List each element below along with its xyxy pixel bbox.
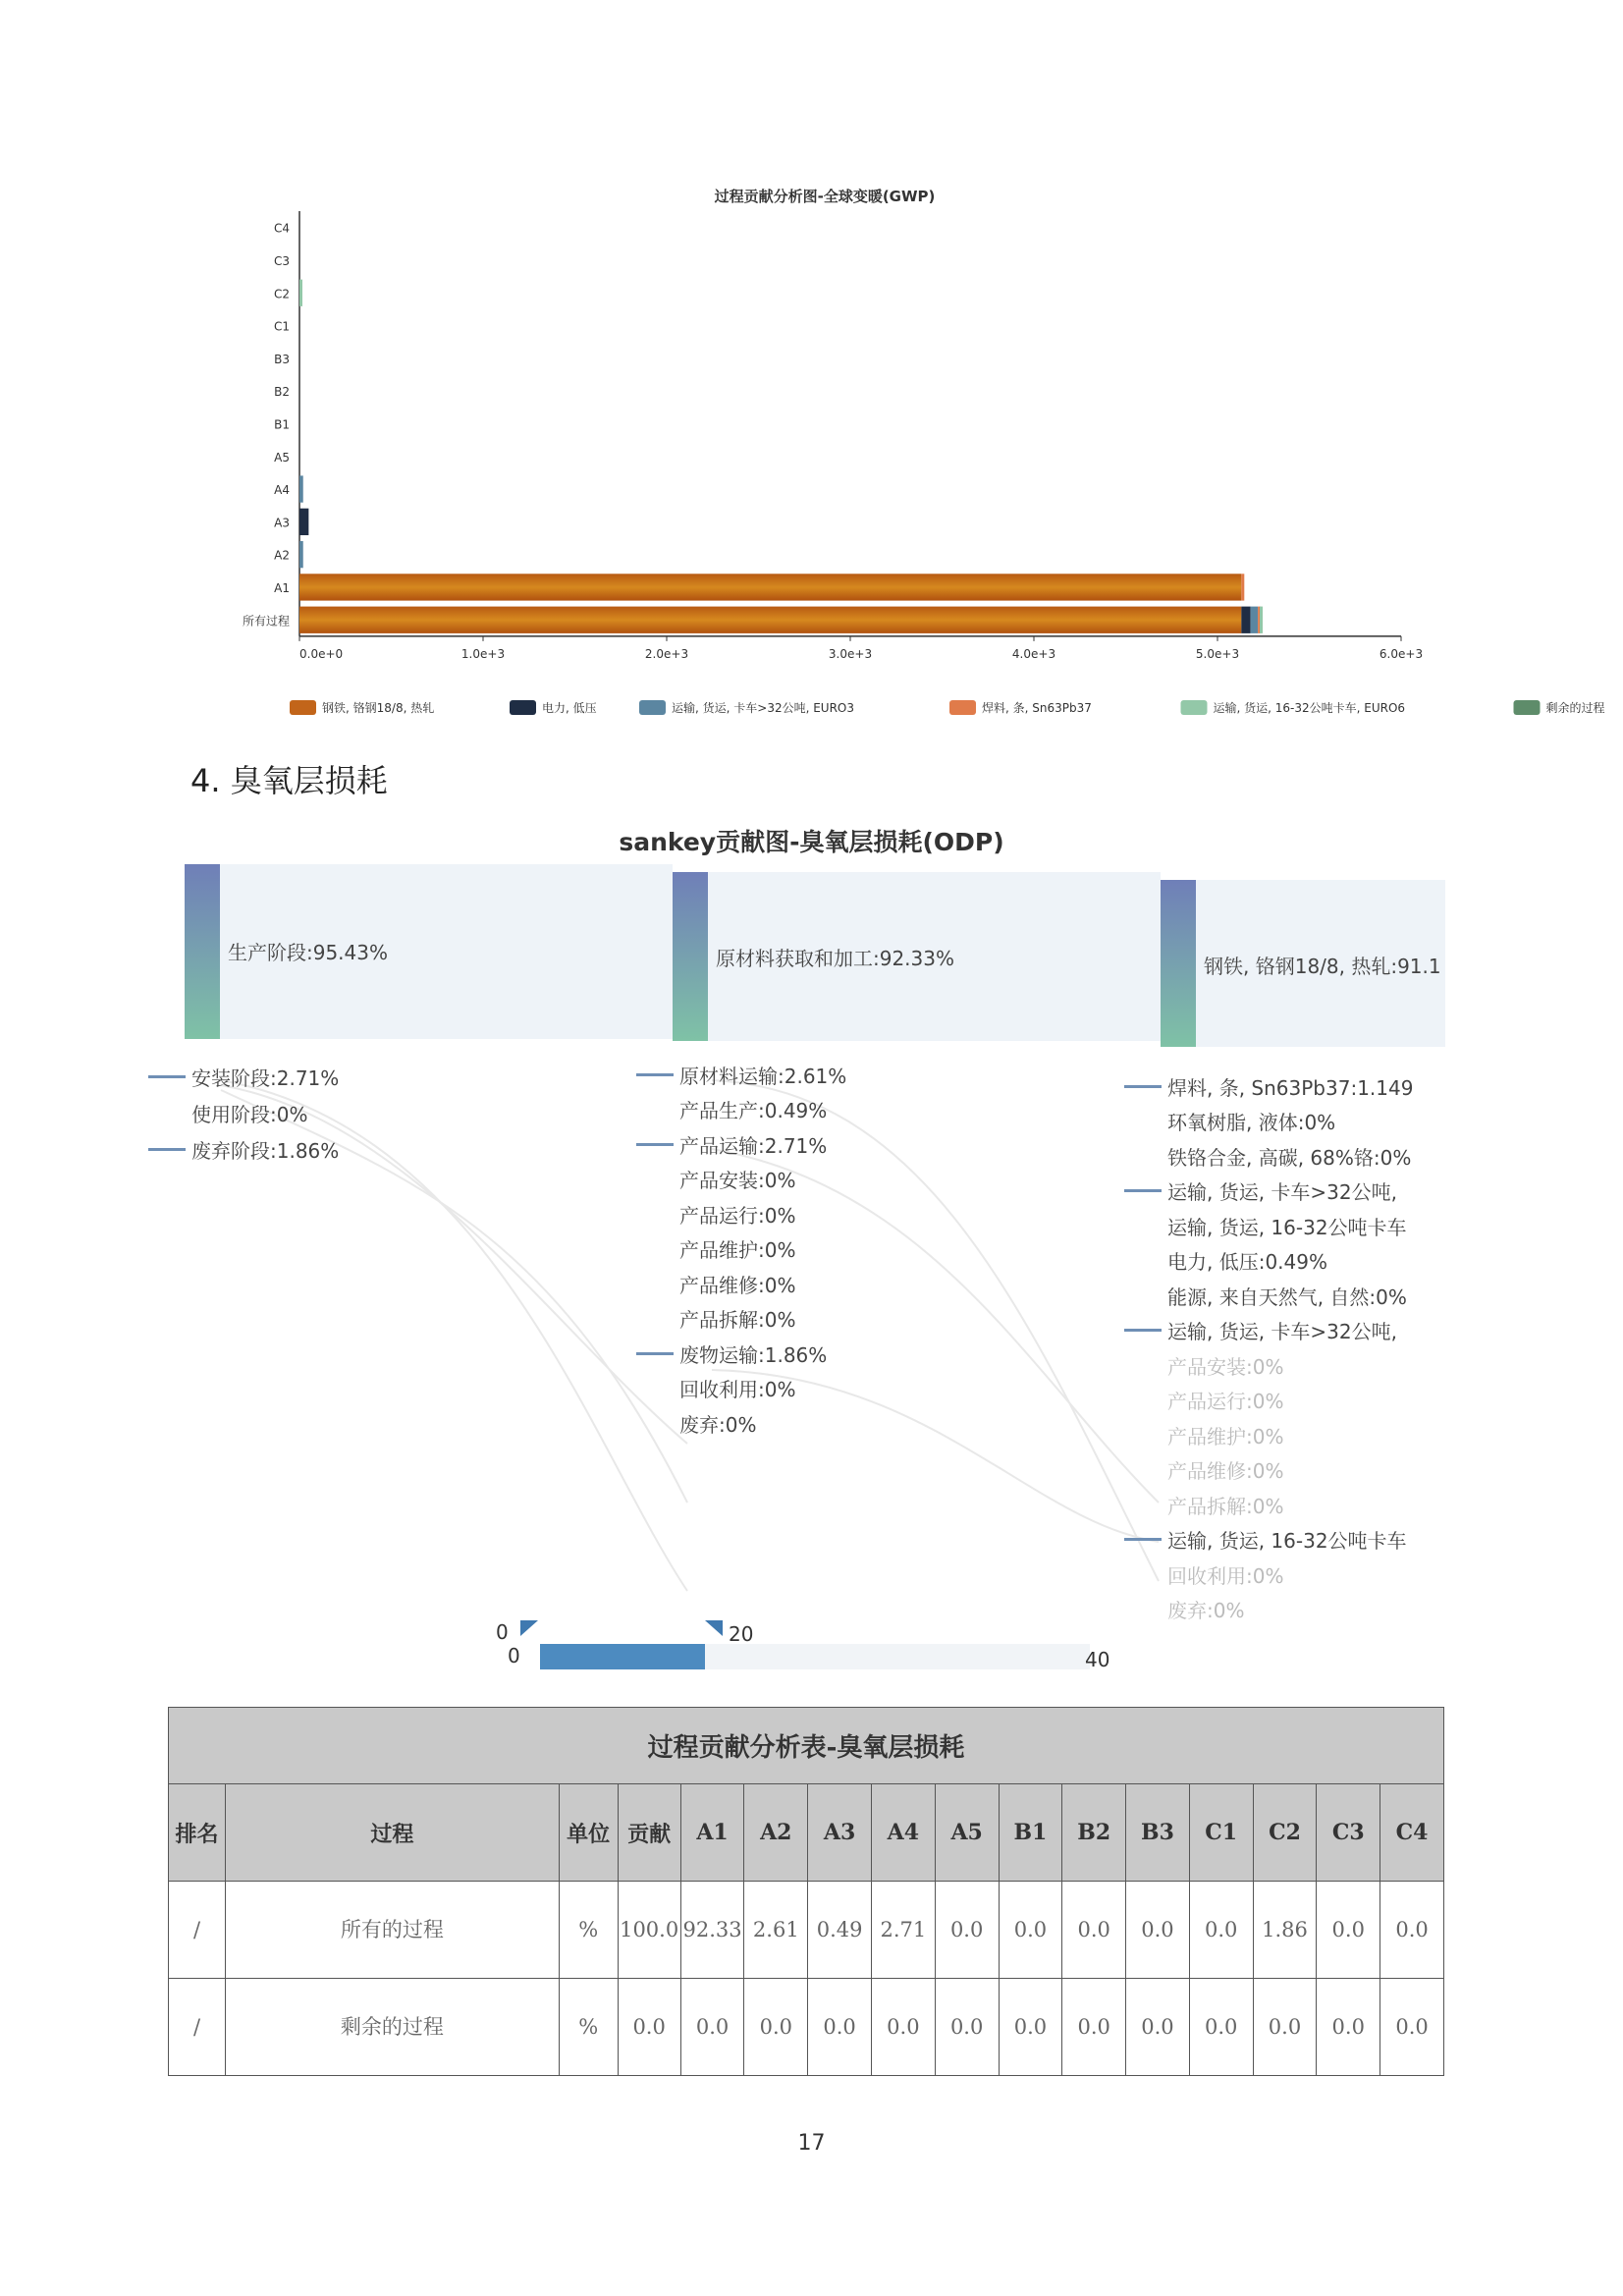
y-tick-label: C2	[273, 287, 290, 301]
table-cell: 0.0	[1317, 1979, 1380, 2076]
table-header-cell: C2	[1253, 1784, 1317, 1882]
sankey-node[interactable]	[1124, 1491, 1283, 1518]
sankey-node-label: 废弃:0%	[1167, 1599, 1245, 1622]
sankey-range-slider[interactable]	[481, 1611, 1110, 1671]
table-cell: 0.0	[680, 1979, 744, 2076]
table-header-cell: 贡献	[618, 1784, 680, 1882]
table-header-cell: C3	[1317, 1784, 1380, 1882]
y-tick-label: A4	[274, 483, 290, 498]
table-cell: 0.0	[1126, 1979, 1190, 2076]
legend-label: 运输, 货运, 16-32公吨卡车, EURO6	[1213, 701, 1406, 715]
table-cell: 0.0	[618, 1979, 680, 2076]
sankey-link-marker	[636, 1422, 674, 1425]
contribution-table-wrapper	[168, 1707, 1444, 2076]
y-tick-label: C4	[273, 221, 290, 236]
sankey-node[interactable]	[1124, 1560, 1283, 1588]
legend-swatch	[290, 700, 316, 715]
y-tick-label: B2	[274, 385, 290, 400]
table-header-cell: A3	[808, 1784, 872, 1882]
sankey-link-marker	[1124, 1329, 1162, 1332]
sankey-link-marker	[1124, 1468, 1162, 1471]
table-cell: %	[559, 1882, 618, 1979]
y-tick-label: 所有过程	[242, 614, 290, 629]
table-row	[169, 1882, 1444, 1979]
sankey-node-label: 产品维护:0%	[679, 1238, 796, 1262]
table-cell: 0.0	[935, 1979, 999, 2076]
slider-start-label: 0	[508, 1644, 520, 1667]
slider-left-handle-icon[interactable]	[520, 1620, 538, 1636]
sankey-node[interactable]	[148, 1135, 339, 1163]
chart-legend	[290, 700, 1605, 715]
sankey-node[interactable]	[636, 1409, 756, 1437]
contribution-table	[168, 1707, 1444, 2076]
bar-segment	[299, 541, 303, 568]
sankey-title: sankey贡献图-臭氧层损耗(ODP)	[619, 828, 1004, 856]
x-tick-label: 0.0e+0	[299, 646, 344, 661]
sankey-link-marker	[1124, 1189, 1162, 1192]
legend-label: 电力, 低压	[542, 701, 597, 715]
sankey-node[interactable]	[1124, 1387, 1283, 1414]
slider-fill	[540, 1644, 705, 1669]
sankey-node[interactable]	[148, 1063, 339, 1090]
sankey-link-marker	[1124, 1155, 1162, 1158]
table-cell: 0.0	[999, 1979, 1062, 2076]
bar-segment	[299, 280, 302, 306]
table-header-cell: B1	[999, 1784, 1062, 1882]
x-tick-label: 2.0e+3	[644, 646, 689, 661]
y-tick-label: A5	[274, 450, 290, 465]
sankey-node[interactable]	[636, 1270, 795, 1297]
table-header-cell: A2	[744, 1784, 808, 1882]
sankey-link-marker	[636, 1387, 674, 1390]
table-cell: 所有的过程	[225, 1882, 559, 1979]
sankey-node-label: 能源, 来自天然气, 自然:0%	[1167, 1285, 1407, 1309]
sankey-node-label: 产品运行:0%	[1167, 1390, 1284, 1413]
table-cell: 0.0	[808, 1979, 872, 2076]
table-header-row	[169, 1784, 1444, 1882]
sankey-node[interactable]	[1124, 1282, 1407, 1309]
sankey-node-label: 运输, 货运, 卡车>32公吨,	[1167, 1320, 1397, 1343]
sankey-link-marker	[1124, 1259, 1162, 1262]
sankey-link-marker	[148, 1148, 186, 1151]
section-heading: 4. 臭氧层损耗	[190, 762, 388, 799]
sankey-node-label: 废弃:0%	[679, 1412, 757, 1437]
sankey-node[interactable]	[636, 1096, 827, 1123]
table-header-cell: 过程	[225, 1784, 559, 1882]
sankey-node-label: 产品运行:0%	[679, 1203, 796, 1228]
table-header-cell: A4	[871, 1784, 935, 1882]
sankey-node[interactable]	[636, 1235, 795, 1263]
sankey-node-raw-material[interactable]	[673, 872, 1161, 1041]
page-number: 17	[797, 2131, 826, 2156]
sankey-link-marker	[1124, 1294, 1162, 1297]
legend-label: 焊料, 条, Sn63Pb37	[982, 701, 1092, 715]
bar-segment	[1241, 607, 1250, 633]
table-cell: 0.0	[1317, 1882, 1380, 1979]
legend-swatch	[1181, 700, 1208, 715]
legend-label: 剩余的过程	[1545, 701, 1605, 715]
sankey-node-label: 安装阶段:2.71%	[191, 1066, 340, 1090]
bar-segment	[1260, 607, 1263, 633]
table-header-cell: C1	[1189, 1784, 1253, 1882]
legend-swatch	[639, 700, 666, 715]
sankey-node[interactable]	[1124, 1351, 1283, 1379]
table-cell: /	[169, 1882, 226, 1979]
table-header-cell: 单位	[559, 1784, 618, 1882]
sankey-node-label: 产品维修:0%	[1167, 1459, 1284, 1483]
sankey-link-marker	[636, 1352, 674, 1355]
chart-title: 过程贡献分析图-全球变暖(GWP)	[714, 188, 936, 205]
sankey-node[interactable]	[636, 1305, 795, 1333]
sankey-node-label: 原材料运输:2.61%	[679, 1064, 847, 1088]
bar-segment	[1251, 607, 1258, 633]
legend-label: 钢铁, 铬钢18/8, 热轧	[322, 701, 435, 715]
legend-swatch	[949, 700, 976, 715]
x-tick-label: 1.0e+3	[460, 646, 506, 661]
table-cell: 100.0	[618, 1882, 680, 1979]
sankey-link-marker	[1124, 1434, 1162, 1437]
y-tick-label: B1	[274, 417, 290, 432]
legend-swatch	[1514, 700, 1541, 715]
gwp-bar-chart	[0, 0, 1623, 746]
sankey-node[interactable]	[1124, 1247, 1327, 1275]
slider-min-label: 0	[496, 1620, 509, 1644]
chart-bars	[299, 280, 1263, 633]
sankey-node[interactable]	[636, 1339, 827, 1367]
sankey-link-marker	[148, 1112, 186, 1115]
sankey-link-marker	[1124, 1085, 1162, 1088]
sankey-node-label: 运输, 货运, 16-32公吨卡车	[1167, 1529, 1407, 1553]
table-cell: 0.0	[1380, 1882, 1444, 1979]
y-tick-label: B3	[274, 352, 290, 366]
sankey-link-marker	[636, 1213, 674, 1216]
sankey-link-marker	[1124, 1573, 1162, 1576]
sankey-node[interactable]	[636, 1061, 846, 1088]
y-tick-label: C3	[273, 253, 290, 268]
sankey-node-steel[interactable]	[1161, 880, 1445, 1047]
sankey-node-label: 生产阶段:95.43%	[228, 941, 388, 964]
table-cell: 0.0	[935, 1882, 999, 1979]
sankey-node-label: 产品维护:0%	[1167, 1424, 1284, 1449]
sankey-node-label: 产品维修:0%	[679, 1273, 796, 1297]
table-cell: 0.0	[871, 1979, 935, 2076]
sankey-node[interactable]	[148, 1099, 307, 1126]
slider-right-handle-icon[interactable]	[705, 1620, 723, 1636]
bar-segment	[299, 475, 303, 502]
table-cell: 0.0	[999, 1882, 1062, 1979]
sankey-node[interactable]	[636, 1200, 795, 1228]
sankey-node-label: 废物运输:1.86%	[679, 1342, 828, 1367]
sankey-node-label: 原材料获取和加工:92.33%	[716, 947, 954, 970]
table-caption: 过程贡献分析表-臭氧层损耗	[168, 1707, 1444, 1783]
sankey-node[interactable]	[1124, 1108, 1335, 1135]
sankey-node-label: 电力, 低压:0.49%	[1167, 1250, 1327, 1274]
x-tick-label: 3.0e+3	[828, 646, 873, 661]
y-tick-label: A3	[274, 516, 290, 530]
sankey-node[interactable]	[636, 1130, 827, 1158]
table-cell: 0.0	[1189, 1882, 1253, 1979]
table-body	[169, 1882, 1444, 2076]
sankey-link-marker	[1124, 1608, 1162, 1611]
sankey-node-label: 环氧树脂, 液体:0%	[1167, 1111, 1336, 1134]
sankey-node-label: 产品拆解:0%	[679, 1308, 796, 1332]
slider-max-label: 40	[1085, 1648, 1110, 1671]
sankey-node-label: 产品安装:0%	[1167, 1354, 1284, 1379]
table-cell: 0.0	[744, 1979, 808, 2076]
bar-segment	[299, 607, 1241, 633]
table-cell: %	[559, 1979, 618, 2076]
sankey-link-marker	[636, 1247, 674, 1250]
sankey-node-label: 回收利用:0%	[1167, 1563, 1284, 1588]
legend-label: 运输, 货运, 卡车>32公吨, EURO3	[672, 701, 854, 715]
sankey-link-marker	[636, 1317, 674, 1320]
table-header-cell: 排名	[169, 1784, 226, 1882]
table-row	[169, 1979, 1444, 2076]
table-cell: 0.0	[1253, 1979, 1317, 2076]
sankey-node[interactable]	[1124, 1177, 1397, 1205]
bar-segment	[1241, 574, 1244, 600]
legend-swatch	[510, 700, 536, 715]
sankey-link-marker	[636, 1108, 674, 1111]
sankey-node[interactable]	[1124, 1421, 1283, 1449]
table-cell: 2.61	[744, 1882, 808, 1979]
sankey-node-production[interactable]	[185, 864, 673, 1039]
sankey-link-marker	[1124, 1503, 1162, 1506]
sankey-link-marker	[636, 1283, 674, 1285]
sankey-node[interactable]	[636, 1166, 795, 1193]
y-tick-label: C1	[273, 319, 290, 334]
sankey-node-label: 产品生产:0.49%	[679, 1099, 828, 1122]
sankey-node-label: 焊料, 条, Sn63Pb37:1.149	[1167, 1075, 1414, 1100]
table-cell: 剩余的过程	[225, 1979, 559, 2076]
table-cell: 1.86	[1253, 1882, 1317, 1979]
sankey-node-label: 使用阶段:0%	[191, 1102, 308, 1126]
sankey-link-marker	[1124, 1225, 1162, 1228]
table-cell: 0.0	[1189, 1979, 1253, 2076]
sankey-node[interactable]	[636, 1375, 795, 1402]
sankey-node[interactable]	[1124, 1072, 1413, 1100]
table-header-cell: B3	[1126, 1784, 1190, 1882]
y-tick-label: A1	[274, 580, 290, 595]
sankey-node[interactable]	[1124, 1456, 1283, 1484]
sankey-link-marker	[636, 1177, 674, 1180]
sankey-node-label: 回收利用:0%	[679, 1378, 796, 1401]
table-cell: 0.0	[1380, 1979, 1444, 2076]
sankey-link-marker	[636, 1073, 674, 1076]
bar-segment	[299, 509, 308, 535]
sankey-link-marker	[1124, 1538, 1162, 1541]
sankey-link-marker	[636, 1143, 674, 1146]
slider-handle-label: 20	[729, 1622, 754, 1646]
sankey-node[interactable]	[1124, 1142, 1411, 1170]
table-cell: 0.0	[1062, 1979, 1126, 2076]
sankey-link-marker	[1124, 1398, 1162, 1401]
table-cell: /	[169, 1979, 226, 2076]
x-tick-label: 5.0e+3	[1195, 646, 1240, 661]
table-header-cell: B2	[1062, 1784, 1126, 1882]
sankey-node-label: 运输, 货运, 16-32公吨卡车	[1167, 1215, 1407, 1239]
table-header-cell: A1	[680, 1784, 744, 1882]
table-cell: 0.0	[1062, 1882, 1126, 1979]
table-header-cell: C4	[1380, 1784, 1444, 1882]
sankey-node-label: 运输, 货运, 卡车>32公吨,	[1167, 1180, 1397, 1204]
sankey-node-label: 铁铬合金, 高碳, 68%铬:0%	[1167, 1145, 1412, 1170]
table-header-cell: A5	[935, 1784, 999, 1882]
sankey-node-label: 废弃阶段:1.86%	[191, 1138, 340, 1163]
sankey-node-label: 产品运输:2.71%	[679, 1133, 828, 1158]
sankey-node-label: 钢铁, 铬钢18/8, 热轧:91.1	[1204, 955, 1441, 978]
sankey-link-marker	[1124, 1120, 1162, 1122]
bar-segment	[299, 574, 1241, 600]
sankey-node[interactable]	[1124, 1317, 1397, 1344]
sankey-node[interactable]	[1124, 1596, 1244, 1623]
sankey-node[interactable]	[1124, 1212, 1407, 1239]
sankey-node-label: 产品拆解:0%	[1167, 1494, 1284, 1518]
table-cell: 0.0	[1126, 1882, 1190, 1979]
x-tick-label: 4.0e+3	[1011, 646, 1056, 661]
sankey-link-marker	[1124, 1364, 1162, 1367]
sankey-node-label: 产品安装:0%	[679, 1169, 796, 1192]
table-cell: 92.33	[680, 1882, 744, 1979]
sankey-link-marker	[148, 1075, 186, 1078]
table-cell: 2.71	[871, 1882, 935, 1979]
table-cell: 0.49	[808, 1882, 872, 1979]
sankey-node[interactable]	[1124, 1526, 1407, 1554]
y-tick-label: A2	[274, 548, 290, 563]
x-tick-label: 6.0e+3	[1379, 646, 1424, 661]
